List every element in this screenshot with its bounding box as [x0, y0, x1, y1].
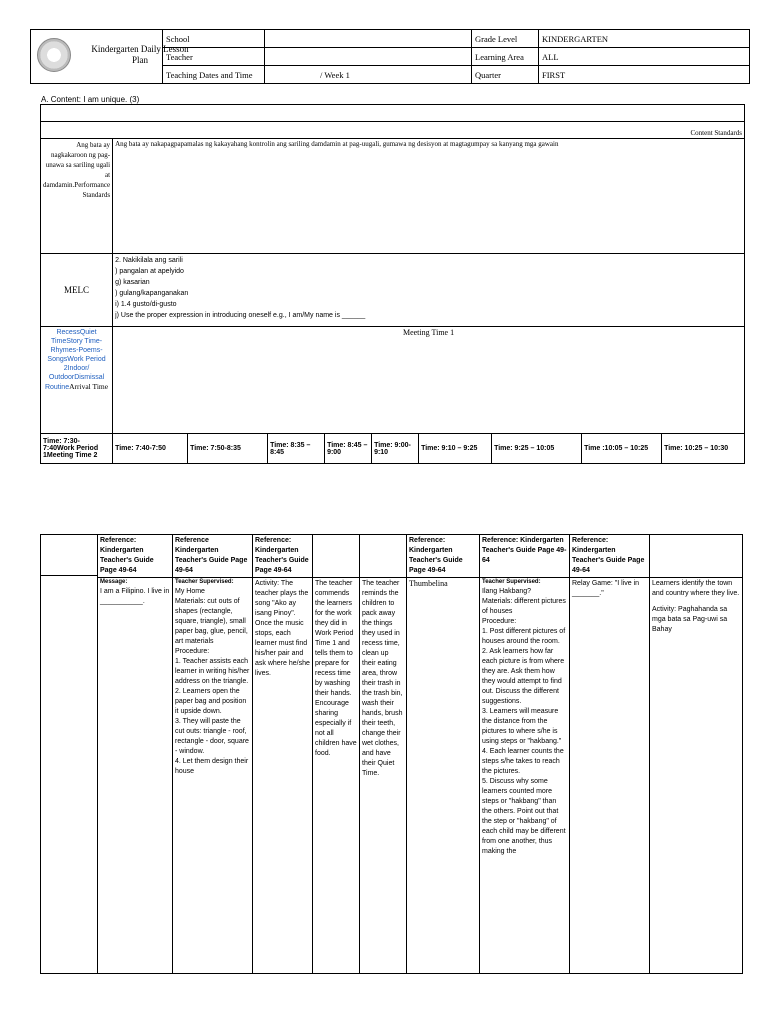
blank-row [41, 105, 745, 122]
activity-cell-story [407, 578, 480, 974]
activities-left-column [40, 534, 97, 974]
time-cell: Time: 7:30-7:40Work Period 1Meeting Time 2 [41, 434, 113, 464]
time-cell: Time: 7:40-7:50 [113, 434, 188, 464]
time-cell: Time: 9:25 – 10:05 [492, 434, 582, 464]
cell-text: Materials: cut outs of shapes (rectangle, square, triangle), small paper bag, glue, pencil, art materials [175, 597, 248, 645]
reference-cell [650, 535, 743, 578]
time-cell: Time: 8:35 – 8:45 [268, 434, 325, 464]
melc-item: 2. Nakikilala ang sarili [115, 257, 183, 264]
area-label: Learning Area [472, 48, 539, 66]
melc-item: j) Use the proper expression in introducing oneself e.g., I am/My name is ______ [115, 312, 366, 319]
time-cell: Time: 8:45 – 9:00 [325, 434, 372, 464]
lesson-plan-title: Kindergarten Daily Lesson Plan [91, 44, 189, 65]
content-line: A. Content: I am unique. (3) [41, 95, 140, 104]
row1-label: Ang bata ay nagkakaroon ng pag-unawa sa sariling ugali at damdamin.Performance Standards [41, 139, 113, 254]
header-table [30, 29, 750, 84]
cell-text: Activity: Paghahanda sa mga bata sa Pag-uwi sa Bahay [652, 606, 728, 633]
cell-text: My Home [175, 587, 205, 595]
activity-cell-meeting-time-2 [253, 578, 313, 974]
activities-table [97, 534, 743, 974]
area-value[interactable]: ALL [539, 48, 750, 66]
dates-label: Teaching Dates and Time [163, 66, 265, 84]
arrival-time: Arrival Time [69, 382, 109, 391]
teacher-value[interactable] [265, 48, 472, 66]
activity-cell-dismissal [650, 578, 743, 974]
meeting-time-heading: Meeting Time 1 [113, 327, 745, 434]
cell-text: 3. They will paste the cut outs: triangle - roof, rectangle - door, square - window. [175, 717, 249, 755]
cell-text: 2. Learners open the paper bag and position it upside down. [175, 687, 247, 715]
melc-item: g) kasarian [115, 279, 150, 286]
reference-cell [313, 535, 360, 578]
cell-heading: Teacher Supervised: [482, 579, 541, 585]
reference-cell: Reference: Kindergarten Teacher's Guide Page 49-64 [570, 535, 650, 578]
reference-cell [360, 535, 407, 578]
cell-text: Relay Game: "I live in _______." [572, 580, 640, 597]
quarter-value[interactable]: FIRST [539, 66, 750, 84]
routine-cell [41, 327, 113, 434]
cell-text: 1. Teacher assists each learner in writing his/her address on the triangle. [175, 657, 250, 685]
melc-item: i) 1.4 gusto/di-gusto [115, 301, 177, 308]
activity-cell-work-period-2 [480, 578, 570, 974]
time-cell: Time: 7:50-8:35 [188, 434, 268, 464]
cell-text: 3. Learners will measure the distance from the pictures to where s/he is using steps or "hakbang." [482, 707, 562, 745]
melc-label: MELC [41, 254, 113, 327]
cell-text: 4. Let them design their house [175, 757, 249, 775]
reference-cell: Reference: Kindergarten Teacher's Guide Page 49-64 [253, 535, 313, 578]
cell-text: 2. Ask learners how far each picture is from where they are. Ask them how they would attempt to find out. Discuss the different suggestions. [482, 647, 565, 705]
grade-label: Grade Level [472, 30, 539, 48]
reference-cell: Reference: Kindergarten Teacher's Guide Page 49-64 [407, 535, 480, 578]
cell-text: 5. Discuss why some learners counted more steps or "hakbang" than the others. Point out that the step or "hakbang" of each child may be different from one another, thus making the [482, 777, 566, 855]
cell-text: Thumbelina [409, 579, 448, 588]
cell-heading: Message: [100, 579, 128, 585]
melc-item: ) pangalan at apelyido [115, 268, 184, 275]
time-cell: Time: 9:10 – 9:25 [419, 434, 492, 464]
row1-text: Ang bata ay nakapagpapamalas ng kakayahang kontrolin ang sariling damdamin at pag-uugali, gumawa ng desisyon at magtagumpay sa kanyang mga gawain [113, 139, 745, 254]
activity-cell-outdoor [570, 578, 650, 974]
melc-item: ) gulang/kapanganakan [115, 290, 189, 297]
cell-text: Activity: The teacher plays the song "Ako ay isang Pinoy". Once the music stops, each learner must find his/her pair and ask where he/she lives. [255, 580, 310, 677]
teacher-label: Teacher [163, 48, 265, 66]
cell-text: Procedure: [482, 617, 517, 625]
dates-value[interactable]: / Week 1 [265, 66, 472, 84]
routine-list: RecessQuiet TimeStory Time-Rhymes-Poems-SongsWork Period 2Indoor/ OutdoorDismissal Routine [44, 329, 106, 391]
cell-text: Materials: different pictures of houses [482, 597, 566, 615]
cell-text: Ilang Hakbang? [482, 587, 532, 595]
melc-list [113, 254, 745, 327]
cell-text: Procedure: [175, 647, 210, 655]
time-cell: Time: 9:00-9:10 [372, 434, 419, 464]
cell-text: The teacher commends the learners for the work they did in Work Period Time 1 and tells them to prepare for recess time by washing their hands. Encourage sharing especially if not all children have food. [315, 580, 357, 757]
logo-cell [31, 30, 163, 84]
grade-value[interactable]: KINDERGARTEN [539, 30, 750, 48]
reference-cell: Reference Kindergarten Teacher's Guide Page 49-64 [173, 535, 253, 578]
content-standards-heading: Content Standards [41, 122, 745, 139]
reference-cell: Reference: Kindergarten Teacher's Guide Page 49-64 [480, 535, 570, 578]
time-cell: Time :10:05 – 10:25 [582, 434, 662, 464]
quarter-label: Quarter [472, 66, 539, 84]
standards-table [40, 104, 745, 464]
cell-heading: Teacher Supervised: [175, 579, 234, 585]
activity-cell-quiet-time [360, 578, 407, 974]
reference-cell: Reference: Kindergarten Teacher's Guide Page 49-64 [98, 535, 173, 578]
activity-cell-recess [313, 578, 360, 974]
left-ref-cell [41, 535, 97, 576]
cell-text: 4. Each learner counts the steps s/he takes to reach the pictures. [482, 747, 564, 775]
activity-cell-message [98, 578, 173, 974]
cell-text: Learners identify the town and country where they live. [652, 580, 740, 597]
school-label: School [163, 30, 265, 48]
school-value[interactable] [265, 30, 472, 48]
cell-text: The teacher reminds the children to pack away the things they used in recess time, clean up their eating area, throw their trash in the trash bin, wash their hands, brush their teeth, change their wet clothes, and have their Quiet Time. [362, 580, 403, 777]
activity-cell-work-period-1 [173, 578, 253, 974]
cell-text: 1. Post different pictures of houses around the room. [482, 627, 566, 645]
time-cell: Time: 10:25 – 10:30 [662, 434, 745, 464]
cell-text: I am a Filipino. I live in ___________. [100, 587, 170, 605]
